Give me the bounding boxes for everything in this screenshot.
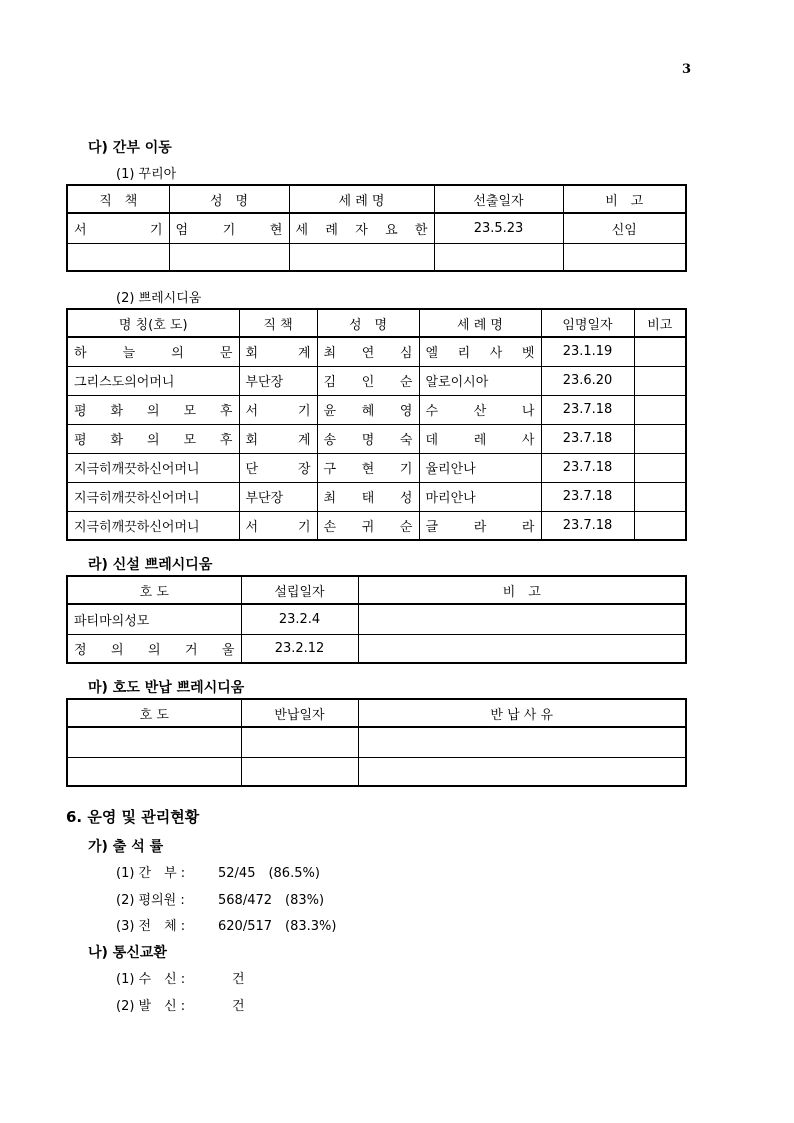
table-cell xyxy=(358,757,686,786)
section-da-title: 다) 간부 이동 xyxy=(88,140,172,156)
table-cell: 평 화 의 모 후 xyxy=(67,424,239,453)
col-header: 비 고 xyxy=(563,185,686,213)
section-6-title: 6. 운영 및 관리현황 xyxy=(66,808,200,826)
stat-label: (2) 평의원 : xyxy=(116,893,185,908)
stat-label: (2) 발 신 : xyxy=(116,999,186,1014)
col-header: 선출일자 xyxy=(434,185,563,213)
table-cell: 수 산 나 xyxy=(419,395,541,424)
table-cell: 세 례 자 요 한 xyxy=(289,213,434,243)
attendance-officers xyxy=(116,862,320,881)
table-row xyxy=(67,727,686,757)
table-cell: 23.7.18 xyxy=(541,395,634,424)
col-header: 성 명 xyxy=(169,185,289,213)
attendance-total xyxy=(116,915,336,934)
table-cell: 부단장 xyxy=(239,366,317,395)
table-cell: 구 현 기 xyxy=(317,453,419,482)
table-cell: 회 계 xyxy=(239,424,317,453)
table-cell xyxy=(289,243,434,271)
table-cell: 부단장 xyxy=(239,482,317,511)
col-header: 명 칭(호 도) xyxy=(67,309,239,337)
table-cell xyxy=(634,482,686,511)
table-cell: 23.7.18 xyxy=(541,453,634,482)
col-header: 임명일자 xyxy=(541,309,634,337)
table-cell xyxy=(358,604,686,634)
table-cell: 서 기 xyxy=(239,395,317,424)
table-cell xyxy=(634,337,686,366)
col-header: 비고 xyxy=(634,309,686,337)
stat-value: 620/517 (83.3%) xyxy=(218,919,337,934)
table-cell: 율리안나 xyxy=(419,453,541,482)
table-cell xyxy=(563,243,686,271)
attendance-members xyxy=(116,889,324,908)
table-cell: 엘 리 사 벳 xyxy=(419,337,541,366)
col-header: 호 도 xyxy=(67,576,241,604)
table-cell: 지극히깨끗하신어머니 xyxy=(67,482,239,511)
table-cell: 23.2.4 xyxy=(241,604,358,634)
table-cell: 23.2.12 xyxy=(241,634,358,663)
table-cell: 23.5.23 xyxy=(434,213,563,243)
section-ra-title: 라) 신설 쁘레시디움 xyxy=(88,557,213,573)
communication-title: 나) 통신교환 xyxy=(88,945,167,961)
stat-value: 건 xyxy=(232,972,245,987)
curia-officer-table xyxy=(66,184,687,272)
table-cell: 신임 xyxy=(563,213,686,243)
presidium-officer-table xyxy=(66,308,687,541)
table-row xyxy=(67,424,686,453)
table-row xyxy=(67,213,686,243)
table-cell xyxy=(67,727,241,757)
table-cell: 그리스도의어머니 xyxy=(67,366,239,395)
stat-value: 568/472 (83%) xyxy=(218,893,325,908)
table-cell xyxy=(634,511,686,540)
table-cell: 엄 기 현 xyxy=(169,213,289,243)
table-cell: 윤 혜 영 xyxy=(317,395,419,424)
table-cell: 23.1.19 xyxy=(541,337,634,366)
presidium-table-body xyxy=(67,337,686,540)
table-cell xyxy=(634,366,686,395)
table-row xyxy=(67,604,686,634)
table-cell: 지극히깨끗하신어머니 xyxy=(67,453,239,482)
table-cell: 정 의 의 거 울 xyxy=(67,634,241,663)
table-cell xyxy=(434,243,563,271)
table-row xyxy=(67,395,686,424)
table-cell xyxy=(634,395,686,424)
communication-received xyxy=(116,968,245,987)
col-header: 설립일자 xyxy=(241,576,358,604)
table-header-row xyxy=(67,576,686,604)
table-cell: 서 기 xyxy=(67,213,169,243)
table-header-row xyxy=(67,309,686,337)
col-header: 반 납 사 유 xyxy=(358,699,686,727)
section-ma-title: 마) 호도 반납 쁘레시디움 xyxy=(88,680,245,696)
table-cell: 알로이시아 xyxy=(419,366,541,395)
table-cell: 최 태 성 xyxy=(317,482,419,511)
table-cell xyxy=(169,243,289,271)
stat-value: 건 xyxy=(232,999,245,1014)
table-row xyxy=(67,366,686,395)
communication-sent xyxy=(116,995,245,1014)
returned-presidium-table xyxy=(66,698,687,787)
table-cell: 데 레 사 xyxy=(419,424,541,453)
table-cell xyxy=(358,727,686,757)
table-cell xyxy=(358,634,686,663)
table-cell xyxy=(241,727,358,757)
table-cell: 23.7.18 xyxy=(541,511,634,540)
table-cell: 서 기 xyxy=(239,511,317,540)
table-cell: 단 장 xyxy=(239,453,317,482)
table-row xyxy=(67,634,686,663)
stat-label: (1) 수 신 : xyxy=(116,972,186,987)
table-cell: 지극히깨끗하신어머니 xyxy=(67,511,239,540)
col-header: 반납일자 xyxy=(241,699,358,727)
col-header: 비 고 xyxy=(358,576,686,604)
stat-label: (1) 간 부 : xyxy=(116,866,186,881)
table-cell: 글 라 라 xyxy=(419,511,541,540)
col-header: 직 책 xyxy=(67,185,169,213)
table-row xyxy=(67,243,686,271)
col-header: 세 례 명 xyxy=(289,185,434,213)
table-header-row xyxy=(67,699,686,727)
table-cell: 23.6.20 xyxy=(541,366,634,395)
table-cell xyxy=(634,424,686,453)
table-row xyxy=(67,453,686,482)
stat-value: 52/45 (86.5%) xyxy=(218,866,320,881)
table-row xyxy=(67,511,686,540)
col-header: 성 명 xyxy=(317,309,419,337)
table-cell: 23.7.18 xyxy=(541,424,634,453)
table-cell: 회 계 xyxy=(239,337,317,366)
col-header: 직 책 xyxy=(239,309,317,337)
table-cell: 23.7.18 xyxy=(541,482,634,511)
table-cell: 송 명 숙 xyxy=(317,424,419,453)
table-cell xyxy=(67,243,169,271)
table-cell: 평 화 의 모 후 xyxy=(67,395,239,424)
col-header: 세 례 명 xyxy=(419,309,541,337)
new-presidium-table xyxy=(66,575,687,664)
table-cell: 최 연 심 xyxy=(317,337,419,366)
table-cell: 손 귀 순 xyxy=(317,511,419,540)
presidium-subtitle: (2) 쁘레시디움 xyxy=(116,291,202,306)
table-cell: 김 인 순 xyxy=(317,366,419,395)
table-cell: 마리안나 xyxy=(419,482,541,511)
table-row xyxy=(67,482,686,511)
table-row xyxy=(67,337,686,366)
col-header: 호 도 xyxy=(67,699,241,727)
stat-label: (3) 전 체 : xyxy=(116,919,186,934)
table-cell xyxy=(241,757,358,786)
table-cell: 하 늘 의 문 xyxy=(67,337,239,366)
table-cell: 파티마의성모 xyxy=(67,604,241,634)
page-number: 3 xyxy=(682,62,692,77)
table-row xyxy=(67,757,686,786)
attendance-title: 가) 출 석 률 xyxy=(88,839,164,855)
table-cell xyxy=(67,757,241,786)
table-header-row xyxy=(67,185,686,213)
curia-subtitle: (1) 꾸리아 xyxy=(116,167,177,182)
table-cell xyxy=(634,453,686,482)
